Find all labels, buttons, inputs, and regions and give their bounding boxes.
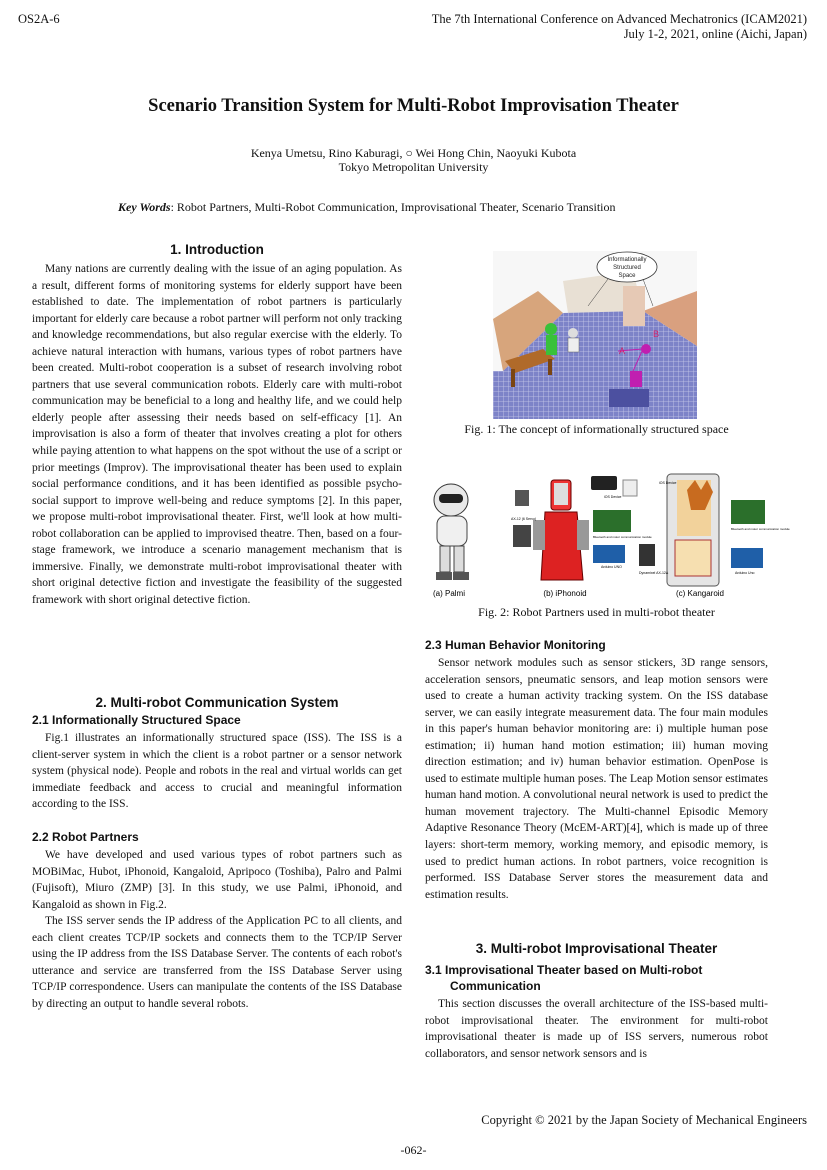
label-palmi: (a) Palmi <box>432 589 466 598</box>
figure-1-caption: Fig. 1: The concept of informationally structured space <box>464 422 729 436</box>
section-heading-introduction: 1. Introduction <box>170 242 264 257</box>
keywords-label: Key Words <box>118 200 171 214</box>
keywords <box>118 200 615 215</box>
label-dynamixel: Dynamixel AX-12A <box>639 571 669 575</box>
label-servo: AX-12 (6 Servo) <box>511 517 537 521</box>
paper-title: Scenario Transition System for Multi-Robot Improvisation Theater <box>148 96 679 116</box>
affiliation: Tokyo Metropolitan University <box>338 160 489 174</box>
figure-2-image <box>425 470 790 600</box>
subsection-heading-human-behavior: 2.3 Human Behavior Monitoring <box>425 638 606 652</box>
label-bluetooth-module-2: Bluetooth and motor communication module <box>731 527 790 531</box>
bubble-line-3: Space <box>618 273 636 279</box>
subsection-heading-theater-line-2: Communication <box>450 979 541 993</box>
section-heading-communication: 2. Multi-robot Communication System <box>95 695 339 710</box>
label-kangaroid: (c) Kangaroid <box>675 589 725 598</box>
figure-1-image <box>493 251 697 419</box>
marker-b: B <box>653 329 660 339</box>
subsection-heading-theater-line-1: 3.1 Improvisational Theater based on Multi-robot <box>425 963 703 977</box>
figure-2-caption: Fig. 2: Robot Partners used in multi-robot theater <box>478 605 715 619</box>
bubble-line-1: Informationally <box>607 257 647 263</box>
label-ios-device: iOS Device <box>604 495 622 499</box>
robot-partners-paragraph-2: The ISS server sends the IP address of the Application PC to all clients, and each client creates TCP/IP sockets and connects them to the TCP/IP Server using the IP address from the ISS Database Server. The contents of each robot's utterance and service are transferred from the ISS Database Server using TCP/IP correspondence. Users can manipulate the contents of the ISS Database by directing an output to handle several robots. <box>32 915 402 1010</box>
theater-paragraph: This section discusses the overall architecture of the ISS-based multi-robot improvisational theater. The environment for multi-robot improvisational theater is made up of ISS servers, numerous robot collaborators, and sensor network sensors and is <box>425 998 768 1060</box>
label-ios-device-2: iOS Device <box>659 481 677 485</box>
conference-info <box>432 12 807 42</box>
marker-a: A <box>619 346 626 356</box>
section-heading-theater: 3. Multi-robot Improvisational Theater <box>475 941 718 956</box>
human-behavior-paragraph: Sensor network modules such as sensor stickers, 3D range sensors, acceleration sensors, pneumatic sensors, and leap motion sensors were used to create a human activity tracking system. On the ISS database server, we can easily integrate measurement data. The four main modules in this paper's human behavior monitoring are: i) multiple human pose estimation; ii) human hand motion estimation; iii) human moving direction estimation; and iv) human behavior estimation. OpenPose is used to estimate multiple human poses. The Leap Motion sensor estimates human hand motion. A convolutional neural network is used to predict the human movement trajectory. The Multi-channel Episodic Memory Adaptive Resonance Theory (McEM-ART)[4], which is made up of three layers: short-term memory, working memory, and episodic memory, is used to predict human actions. In robot partners, voice recognition is performed. ISS Database Server stores the measurement data and estimation results. <box>425 657 768 901</box>
iss-paragraph: Fig.1 illustrates an informationally structured space (ISS). The ISS is a client-server system in which the client is a robot partner or a sensor network system (physical node). People and robots in the real and virtual worlds can get immediate feedback and access to crucial and meaningful information according to the ISS. <box>32 732 402 811</box>
subsection-heading-iss: 2.1 Informationally Structured Space <box>32 713 241 727</box>
authors: Kenya Umetsu, Rino Kaburagi, ○ Wei Hong Chin, Naoyuki Kubota <box>250 146 577 160</box>
label-iphonoid: (b) iPhonoid <box>543 589 587 598</box>
subsection-heading-robot-partners: 2.2 Robot Partners <box>32 830 139 844</box>
keywords-text: : Robot Partners, Multi-Robot Communication, Improvisational Theater, Scenario Transition <box>170 200 616 214</box>
label-bluetooth-module: Bluetooth and motor communication module <box>593 535 652 539</box>
page-number: -062- <box>400 1143 427 1157</box>
conference-line-1: The 7th International Conference on Advanced Mechatronics (ICAM2021) <box>431 12 807 26</box>
conference-line-2: July 1-2, 2021, online (Aichi, Japan) <box>623 27 807 41</box>
label-arduino-2: Arduino Uno <box>735 571 755 575</box>
label-arduino: Arduino UNO <box>601 565 622 569</box>
intro-paragraph: Many nations are currently dealing with the issue of an aging population. As a result, different forms of monitoring systems for elderly support have been established to date. The implementation of robot partners is particularly important for elderly care because a robot partner will perform not only tracking and knowledge recommendations, but also regular exercise with the elderly. To achieve natural interaction with humans, various types of robot partners have been created. Multi-robot cooperation is a subset of research involving robot partners that use several communication robots. Elderly care with multi-robot communication may be beneficial to a long and healthy life, and we could help elderly people after assessing their needs based on self-efficacy [1]. An improvisation is also a form of theater that involves creating a plot for others while paying attention to what happens on the spot without the use of a script or prior meetings (Improv). The improvisational theater has been used to explain social performance conditions, and it has been identified as possible psycho-social support to improve well-being and reduce symptoms [2]. In this paper, we propose multi-robot improvisational theater. First, we'll look at how multi-robot collaboration can be applied to improvised theatre. Then, based on a four-stage framework, we introduce a scenario management mechanism that is immersive. Finally, we demonstrate multi-robot improvisational theater with short original detective fiction and investigate the feasibility of the suggested framework with short original detective fiction. <box>32 263 402 606</box>
copyright: Copyright © 2021 by the Japan Society of Mechanical Engineers <box>481 1113 807 1127</box>
robot-partners-paragraph-1: We have developed and used various types of robot partners such as MOBiMac, Hubot, iPhonoid, Kangaloid, Apripoco (Toshiba), Palro and Palmi (Fujisoft), Miuro (ZMP) [3]. In this study, we use Palmi, iPhonoid, and Kangaloid as shown in Fig.2. <box>32 849 402 911</box>
bubble-line-2: Structured <box>613 265 641 271</box>
paper-id: OS2A-6 <box>18 12 60 26</box>
